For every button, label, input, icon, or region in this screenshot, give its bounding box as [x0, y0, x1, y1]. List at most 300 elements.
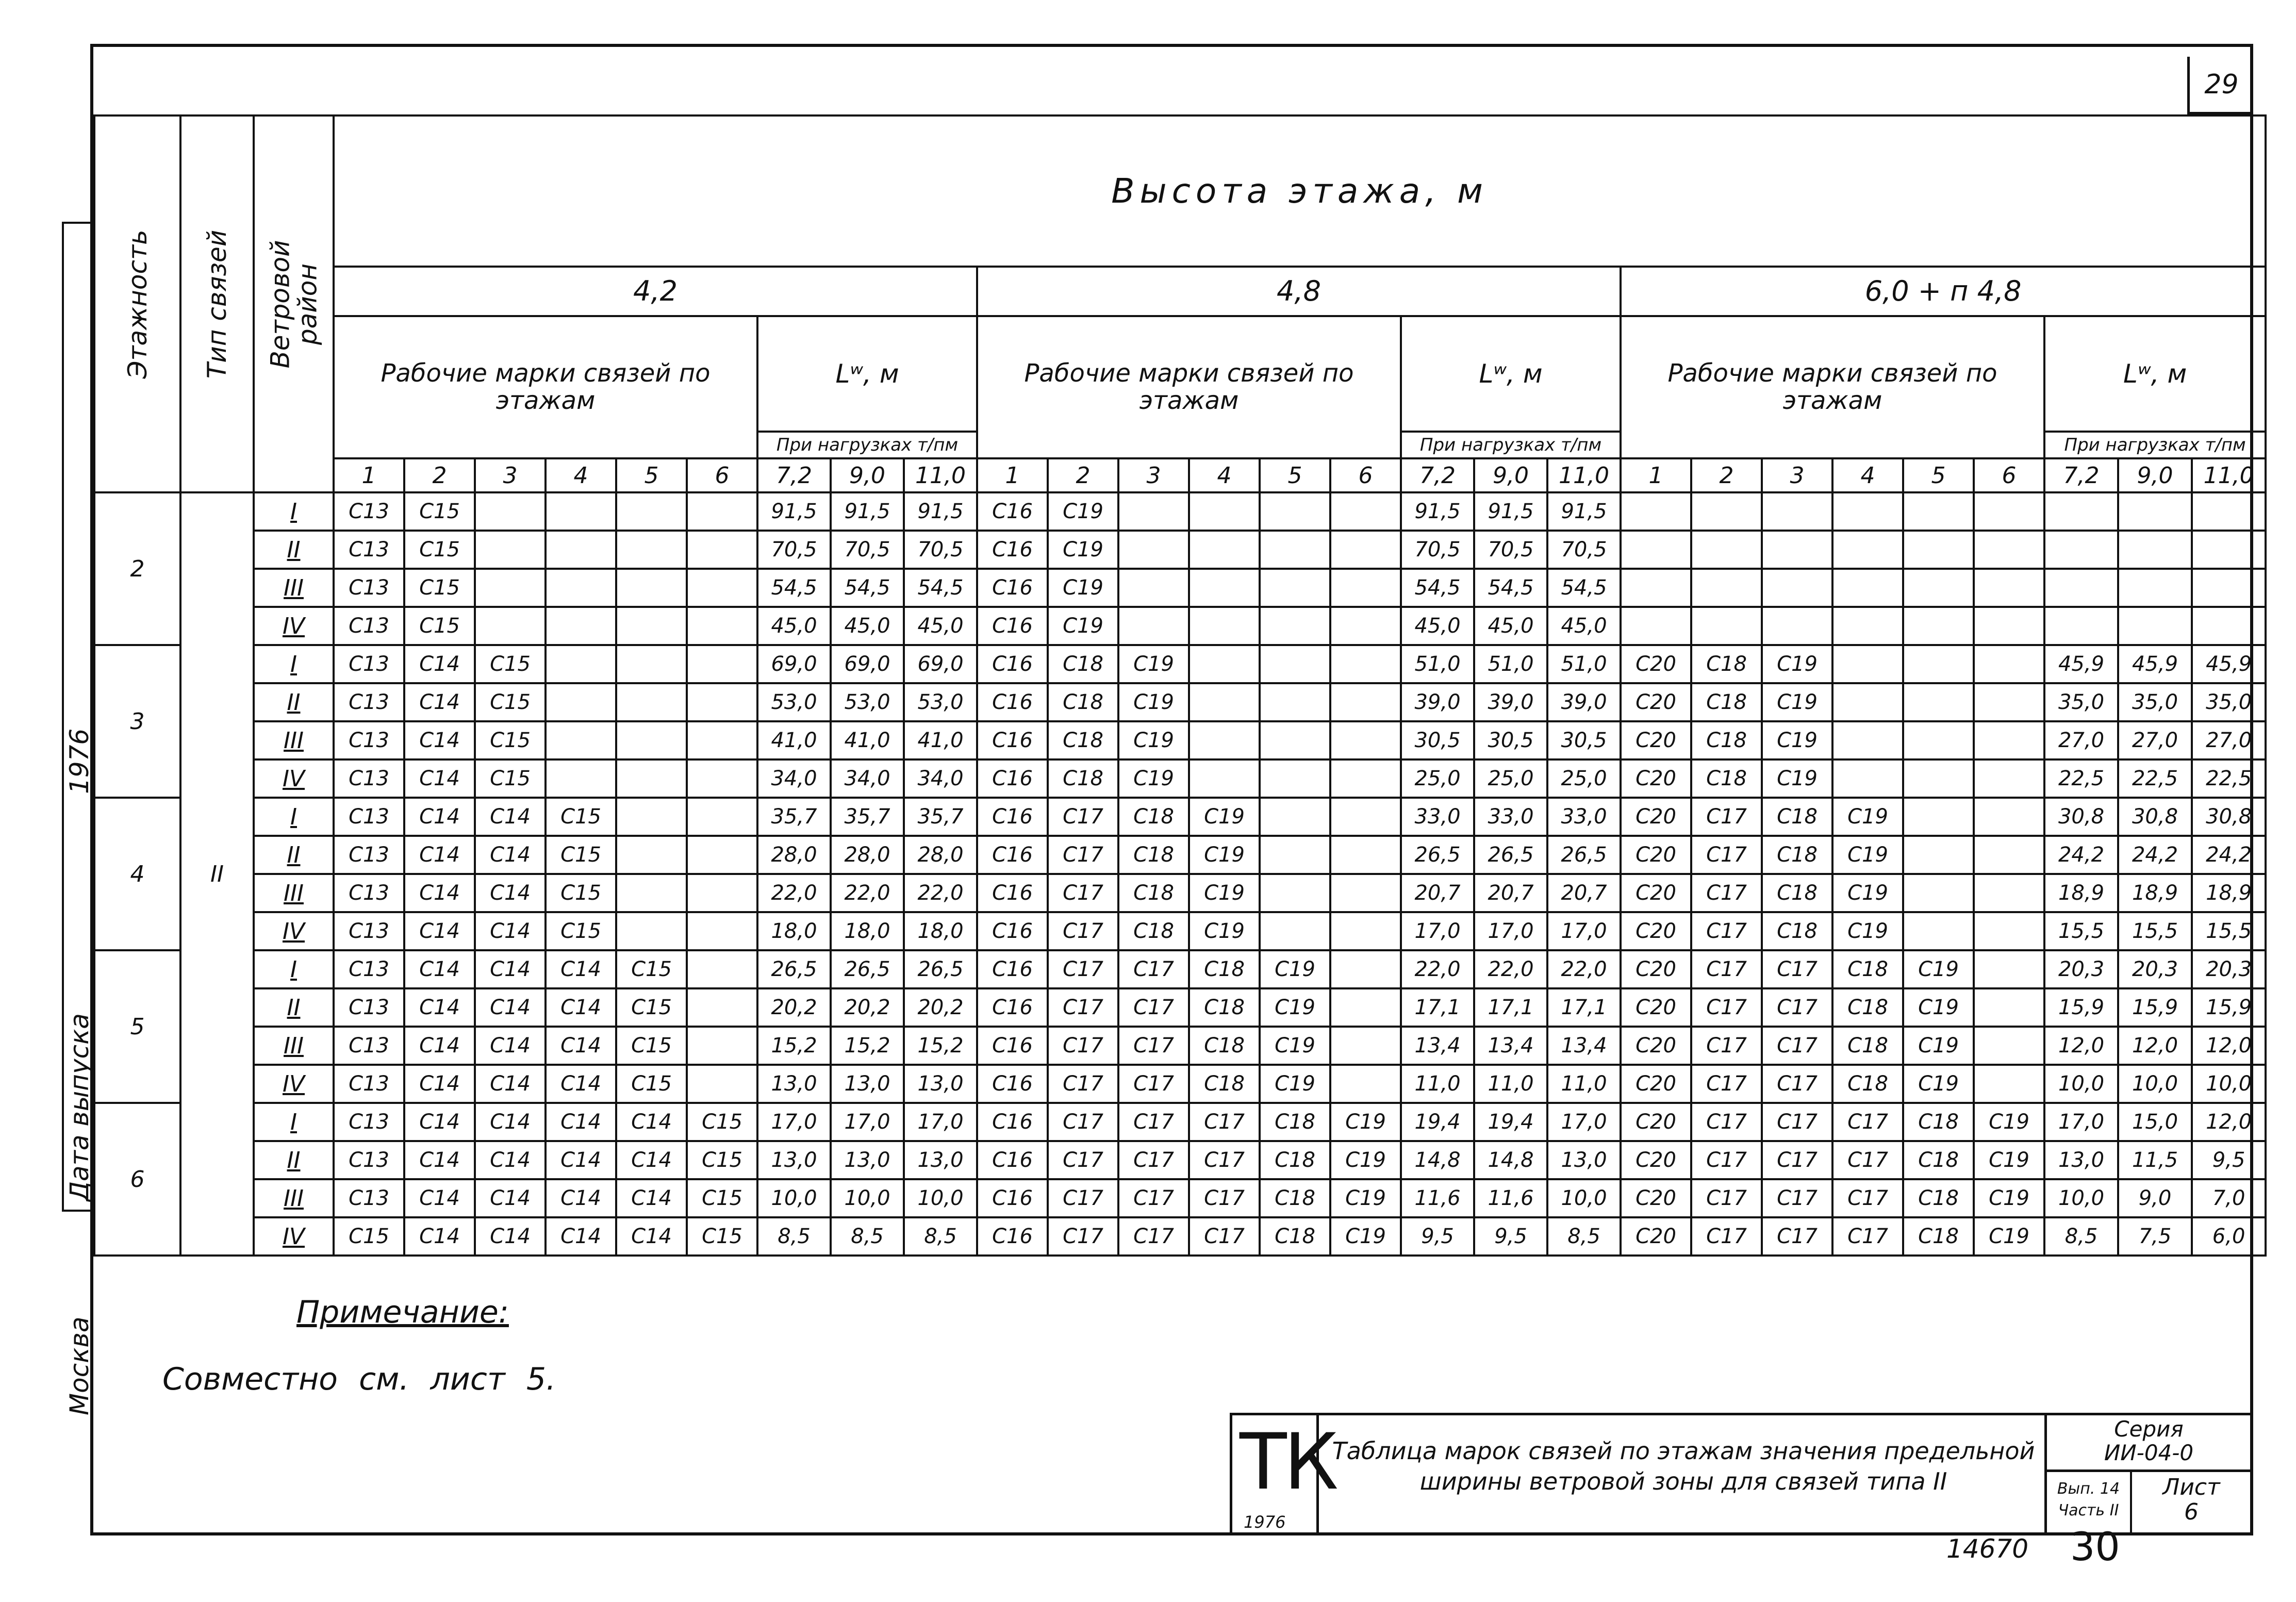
mark-cell: C18 — [1118, 912, 1189, 950]
mark-cell: C17 — [1691, 988, 1762, 1027]
mark-cell — [1832, 683, 1903, 721]
lw-value: 9,5 — [1401, 1217, 1474, 1256]
mark-cell: C18 — [1189, 950, 1260, 988]
table-row — [94, 912, 2266, 950]
lw-value: 13,0 — [1547, 1141, 1621, 1179]
mark-cell — [616, 607, 687, 645]
region-cell: II — [254, 531, 334, 569]
mark-cell: C19 — [1260, 988, 1330, 1027]
mark-cell: C19 — [1903, 1027, 1974, 1065]
lw-value: 18,9 — [2192, 874, 2266, 912]
mark-cell — [1762, 607, 1832, 645]
lw-value — [2192, 569, 2266, 607]
lw-value: 13,0 — [2044, 1141, 2118, 1179]
table-row — [94, 874, 2266, 912]
header-marks-2: Рабочие марки связей по этажам — [977, 316, 1401, 458]
lw-value: 20,7 — [1401, 874, 1474, 912]
lw-value: 22,0 — [904, 874, 977, 912]
header-lw-2: Lʷ, м — [1401, 316, 1621, 432]
mark-cell: C14 — [404, 1027, 475, 1065]
col-num: 5 — [1260, 458, 1330, 492]
mark-cell: C13 — [334, 836, 404, 874]
mark-cell — [1330, 645, 1401, 683]
lw-value: 45,0 — [904, 607, 977, 645]
lw-value: 10,0 — [2118, 1065, 2192, 1103]
mark-cell: C19 — [1903, 1065, 1974, 1103]
mark-cell: C15 — [616, 1065, 687, 1103]
mark-cell: C18 — [1189, 1065, 1260, 1103]
mark-cell: C20 — [1621, 798, 1691, 836]
mark-cell: C17 — [1048, 1179, 1118, 1217]
lw-value: 13,0 — [757, 1065, 831, 1103]
table-row — [94, 1217, 2266, 1256]
mark-cell — [1189, 569, 1260, 607]
table-row — [94, 759, 2266, 798]
lw-value — [2044, 492, 2118, 531]
mark-cell — [616, 836, 687, 874]
lw-value: 41,0 — [831, 721, 904, 759]
mark-cell: C19 — [1260, 1027, 1330, 1065]
mark-cell: C19 — [1903, 950, 1974, 988]
lw-value: 8,5 — [831, 1217, 904, 1256]
mark-cell: C14 — [404, 721, 475, 759]
lw-value — [2044, 607, 2118, 645]
lw-value: 70,5 — [831, 531, 904, 569]
lw-value: 18,0 — [904, 912, 977, 950]
note-text: Совместно см. лист 5. — [162, 1361, 556, 1397]
lw-value — [2192, 492, 2266, 531]
mark-cell: C18 — [1260, 1217, 1330, 1256]
lw-value: 54,5 — [1474, 569, 1547, 607]
lw-value: 14,8 — [1401, 1141, 1474, 1179]
lw-value — [2044, 569, 2118, 607]
mark-cell: C14 — [546, 1141, 616, 1179]
lw-value: 26,5 — [904, 950, 977, 988]
mark-cell: C16 — [977, 836, 1048, 874]
lw-value: 8,5 — [757, 1217, 831, 1256]
mark-cell: C17 — [1762, 1065, 1832, 1103]
storeys-cell: 3 — [94, 645, 180, 798]
mark-cell — [687, 1065, 757, 1103]
lw-value: 15,9 — [2044, 988, 2118, 1027]
lw-value: 12,0 — [2118, 1027, 2192, 1065]
lw-value: 22,0 — [757, 874, 831, 912]
mark-cell: C13 — [334, 721, 404, 759]
mark-cell — [687, 759, 757, 798]
lw-value: 35,0 — [2118, 683, 2192, 721]
col-load: 11,0 — [2192, 458, 2266, 492]
lw-value: 6,0 — [2192, 1217, 2266, 1256]
mark-cell: C14 — [475, 912, 546, 950]
mark-cell: C19 — [1260, 1065, 1330, 1103]
mark-cell — [1974, 683, 2044, 721]
mark-cell: C18 — [1260, 1103, 1330, 1141]
lw-value: 34,0 — [904, 759, 977, 798]
col-load: 7,2 — [757, 458, 831, 492]
mark-cell — [1691, 531, 1762, 569]
mark-cell: C14 — [475, 950, 546, 988]
mark-cell: C17 — [1118, 1027, 1189, 1065]
lw-value: 54,5 — [831, 569, 904, 607]
mark-cell: C17 — [1048, 798, 1118, 836]
lw-value: 51,0 — [1547, 645, 1621, 683]
region-cell: III — [254, 874, 334, 912]
mark-cell: C18 — [1903, 1141, 1974, 1179]
table-row — [94, 569, 2266, 607]
col-num: 1 — [334, 458, 404, 492]
lw-value: 91,5 — [831, 492, 904, 531]
mark-cell — [1691, 569, 1762, 607]
mark-cell — [687, 988, 757, 1027]
mark-cell: C16 — [977, 1179, 1048, 1217]
lw-value: 27,0 — [2044, 721, 2118, 759]
mark-cell: C17 — [1691, 1065, 1762, 1103]
mark-cell: C19 — [1048, 492, 1118, 531]
mark-cell: C18 — [1048, 683, 1118, 721]
header-height-3: 6,0 + п 4,8 — [1621, 267, 2266, 316]
mark-cell — [1260, 836, 1330, 874]
mark-cell: C16 — [977, 759, 1048, 798]
mark-cell: C16 — [977, 798, 1048, 836]
mark-cell: C17 — [1189, 1179, 1260, 1217]
mark-cell — [1330, 683, 1401, 721]
mark-cell: C15 — [546, 798, 616, 836]
lw-value: 22,5 — [2192, 759, 2266, 798]
lw-value: 45,9 — [2118, 645, 2192, 683]
mark-cell — [687, 607, 757, 645]
mark-cell: C14 — [404, 798, 475, 836]
mark-cell: C19 — [1330, 1179, 1401, 1217]
mark-cell: C19 — [1974, 1141, 2044, 1179]
col-load: 9,0 — [831, 458, 904, 492]
mark-cell: C18 — [1048, 645, 1118, 683]
header-marks-3: Рабочие марки связей по этажам — [1621, 316, 2044, 458]
mark-cell: C15 — [404, 531, 475, 569]
tk-logo: ТК — [1240, 1417, 1336, 1507]
mark-cell: C14 — [475, 1179, 546, 1217]
mark-cell — [1330, 492, 1401, 531]
lw-value: 33,0 — [1401, 798, 1474, 836]
mark-cell: C18 — [1832, 950, 1903, 988]
mark-cell: C18 — [1691, 683, 1762, 721]
mark-cell: C19 — [1832, 836, 1903, 874]
mark-cell — [1330, 874, 1401, 912]
mark-cell: C20 — [1621, 759, 1691, 798]
mark-cell — [1903, 759, 1974, 798]
mark-cell — [1189, 492, 1260, 531]
region-cell: IV — [254, 1065, 334, 1103]
mark-cell: C19 — [1762, 645, 1832, 683]
mark-cell: C14 — [475, 1141, 546, 1179]
header-load-3: При нагрузках т/пм — [2044, 432, 2266, 458]
storeys-cell: 2 — [94, 492, 180, 645]
mark-cell: C17 — [1832, 1103, 1903, 1141]
mark-cell — [1260, 607, 1330, 645]
header-rayon — [254, 115, 334, 492]
table-row — [94, 645, 2266, 683]
mark-cell — [1260, 683, 1330, 721]
table-row — [94, 836, 2266, 874]
mark-cell: C16 — [977, 683, 1048, 721]
mark-cell: C18 — [1260, 1179, 1330, 1217]
lw-value: 25,0 — [1474, 759, 1547, 798]
mark-cell — [1260, 759, 1330, 798]
mark-cell: C17 — [1762, 1027, 1832, 1065]
mark-cell — [1330, 607, 1401, 645]
lw-value: 14,8 — [1474, 1141, 1547, 1179]
mark-cell: C14 — [404, 874, 475, 912]
lw-value: 22,0 — [831, 874, 904, 912]
sheet-number: 29 — [2187, 57, 2253, 114]
mark-cell — [546, 721, 616, 759]
mark-cell: C13 — [334, 607, 404, 645]
mark-cell: C17 — [1118, 1217, 1189, 1256]
table-row — [94, 988, 2266, 1027]
mark-cell — [1903, 874, 1974, 912]
lw-value: 30,8 — [2044, 798, 2118, 836]
mark-cell: C14 — [404, 1065, 475, 1103]
lw-value: 10,0 — [1547, 1179, 1621, 1217]
mark-cell — [1691, 607, 1762, 645]
mark-cell — [1189, 645, 1260, 683]
mark-cell: C13 — [334, 1179, 404, 1217]
mark-cell: C18 — [1118, 798, 1189, 836]
mark-cell — [475, 569, 546, 607]
mark-cell — [1189, 531, 1260, 569]
lw-value — [2044, 531, 2118, 569]
lw-value: 17,1 — [1547, 988, 1621, 1027]
lw-value: 26,5 — [831, 950, 904, 988]
mark-cell — [1621, 492, 1691, 531]
lw-value: 15,5 — [2192, 912, 2266, 950]
mark-cell: C16 — [977, 1103, 1048, 1141]
col-num: 2 — [1048, 458, 1118, 492]
mark-cell: C16 — [977, 1141, 1048, 1179]
mark-cell — [546, 683, 616, 721]
mark-cell — [1974, 988, 2044, 1027]
lw-value: 8,5 — [2044, 1217, 2118, 1256]
mark-cell: C17 — [1118, 1065, 1189, 1103]
col-load: 11,0 — [1547, 458, 1621, 492]
mark-cell: C14 — [475, 874, 546, 912]
mark-cell: C17 — [1691, 1141, 1762, 1179]
mark-cell — [1974, 531, 2044, 569]
mark-cell: C14 — [404, 759, 475, 798]
mark-cell: C14 — [404, 645, 475, 683]
mark-cell: C19 — [1118, 721, 1189, 759]
mark-cell — [687, 798, 757, 836]
lw-value: 69,0 — [904, 645, 977, 683]
lw-value — [2118, 607, 2192, 645]
mark-cell: C15 — [404, 607, 475, 645]
list-label: Лист — [2162, 1474, 2220, 1500]
mark-cell: C14 — [475, 1103, 546, 1141]
mark-cell — [1330, 531, 1401, 569]
mark-cell: C14 — [475, 1065, 546, 1103]
lw-value: 45,0 — [757, 607, 831, 645]
mark-cell: C17 — [1118, 1179, 1189, 1217]
mark-cell: C20 — [1621, 912, 1691, 950]
lw-value: 18,0 — [757, 912, 831, 950]
mark-cell: C19 — [1189, 912, 1260, 950]
mark-cell: C18 — [1118, 836, 1189, 874]
mark-cell: C16 — [977, 645, 1048, 683]
mark-cell: C18 — [1762, 874, 1832, 912]
header-etazhnost-label: Этажность — [122, 229, 153, 379]
mark-cell: C14 — [475, 988, 546, 1027]
mark-cell — [546, 645, 616, 683]
mark-cell: C18 — [1048, 759, 1118, 798]
header-etazhnost — [94, 115, 180, 492]
lw-value: 22,5 — [2044, 759, 2118, 798]
mark-cell — [1832, 569, 1903, 607]
lw-value: 45,9 — [2044, 645, 2118, 683]
col-load: 9,0 — [2118, 458, 2192, 492]
mark-cell — [1762, 569, 1832, 607]
header-tip-label: Тип связей — [202, 229, 232, 378]
mark-cell: C17 — [1048, 874, 1118, 912]
mark-cell — [1762, 531, 1832, 569]
lw-value: 9,5 — [2192, 1141, 2266, 1179]
lw-value: 17,0 — [1474, 912, 1547, 950]
region-cell: I — [254, 1103, 334, 1141]
mark-cell: C18 — [1903, 1103, 1974, 1141]
mark-cell — [1260, 645, 1330, 683]
lw-value: 15,5 — [2044, 912, 2118, 950]
mark-cell: C19 — [1762, 683, 1832, 721]
lw-value: 28,0 — [904, 836, 977, 874]
mark-cell — [1330, 912, 1401, 950]
mark-cell: C20 — [1621, 836, 1691, 874]
mark-cell — [1260, 798, 1330, 836]
mark-cell: C18 — [1691, 721, 1762, 759]
mark-cell — [1260, 531, 1330, 569]
lw-value: 17,0 — [904, 1103, 977, 1141]
mark-cell: C14 — [404, 683, 475, 721]
lw-value: 20,2 — [757, 988, 831, 1027]
mark-cell — [1330, 988, 1401, 1027]
tk-year: 1976 — [1244, 1512, 1286, 1532]
mark-cell — [1903, 645, 1974, 683]
mark-cell: C20 — [1621, 721, 1691, 759]
mark-cell — [687, 874, 757, 912]
mark-cell: C17 — [1048, 912, 1118, 950]
lw-value: 9,5 — [1474, 1217, 1547, 1256]
lw-value: 11,0 — [1401, 1065, 1474, 1103]
header-load-1: При нагрузках т/пм — [757, 432, 977, 458]
lw-value: 35,7 — [904, 798, 977, 836]
table-row — [94, 492, 2266, 531]
region-cell: IV — [254, 1217, 334, 1256]
mark-cell: C20 — [1621, 1179, 1691, 1217]
lw-value: 8,5 — [1547, 1217, 1621, 1256]
list-value: 6 — [2184, 1499, 2199, 1526]
lw-value: 34,0 — [831, 759, 904, 798]
mark-cell: C14 — [475, 836, 546, 874]
mark-cell: C14 — [546, 1103, 616, 1141]
lw-value: 70,5 — [757, 531, 831, 569]
mark-cell — [687, 531, 757, 569]
lw-value: 20,7 — [1547, 874, 1621, 912]
mark-cell — [1974, 912, 2044, 950]
lw-value: 13,4 — [1547, 1027, 1621, 1065]
mark-cell: C14 — [404, 1103, 475, 1141]
mark-cell: C17 — [1048, 1065, 1118, 1103]
mark-cell — [1691, 492, 1762, 531]
lw-value: 11,0 — [1474, 1065, 1547, 1103]
lw-value: 30,5 — [1474, 721, 1547, 759]
mark-cell: C20 — [1621, 645, 1691, 683]
mark-cell — [616, 683, 687, 721]
mark-cell — [616, 798, 687, 836]
inventory-number: 14670 — [1946, 1534, 2029, 1564]
mark-cell: C17 — [1762, 950, 1832, 988]
lw-value: 26,5 — [1401, 836, 1474, 874]
mark-cell: C19 — [1832, 874, 1903, 912]
mark-cell: C17 — [1762, 1217, 1832, 1256]
mark-cell — [1118, 492, 1189, 531]
table-row — [94, 683, 2266, 721]
lw-value: 27,0 — [2192, 721, 2266, 759]
lw-value: 39,0 — [1547, 683, 1621, 721]
table-row — [94, 1065, 2266, 1103]
table-row — [94, 531, 2266, 569]
mark-cell: C14 — [404, 1217, 475, 1256]
lw-value: 26,5 — [1547, 836, 1621, 874]
mark-cell: C15 — [687, 1103, 757, 1141]
lw-value: 20,2 — [904, 988, 977, 1027]
mark-cell: C14 — [616, 1141, 687, 1179]
mark-cell — [546, 759, 616, 798]
storeys-cell: 6 — [94, 1103, 180, 1256]
mark-cell — [1189, 721, 1260, 759]
mark-cell: C14 — [404, 1141, 475, 1179]
mark-cell — [546, 531, 616, 569]
mark-cell: C20 — [1621, 950, 1691, 988]
mark-cell — [616, 492, 687, 531]
mark-cell: C17 — [1762, 1179, 1832, 1217]
mark-cell: C19 — [1903, 988, 1974, 1027]
mark-cell: C16 — [977, 531, 1048, 569]
lw-value: 17,0 — [2044, 1103, 2118, 1141]
lw-value: 51,0 — [1474, 645, 1547, 683]
col-num: 1 — [1621, 458, 1691, 492]
lw-value: 91,5 — [904, 492, 977, 531]
col-num: 6 — [1974, 458, 2044, 492]
mark-cell — [1903, 836, 1974, 874]
lw-value: 13,4 — [1474, 1027, 1547, 1065]
mark-cell: C18 — [1118, 874, 1189, 912]
lw-value: 17,0 — [1401, 912, 1474, 950]
mark-cell — [616, 531, 687, 569]
header-height-2: 4,8 — [977, 267, 1621, 316]
lw-value: 22,0 — [1547, 950, 1621, 988]
lw-value: 15,9 — [2118, 988, 2192, 1027]
mark-cell: C13 — [334, 950, 404, 988]
lw-value: 20,3 — [2044, 950, 2118, 988]
region-cell: III — [254, 721, 334, 759]
mark-cell: C17 — [1048, 1141, 1118, 1179]
lw-value: 34,0 — [757, 759, 831, 798]
mark-cell — [475, 607, 546, 645]
mark-cell — [1260, 721, 1330, 759]
lw-value: 25,0 — [1547, 759, 1621, 798]
lw-value: 45,0 — [1547, 607, 1621, 645]
mark-cell: C13 — [334, 798, 404, 836]
mark-cell: C16 — [977, 950, 1048, 988]
storeys-cell: 5 — [94, 950, 180, 1103]
lw-value: 91,5 — [1547, 492, 1621, 531]
